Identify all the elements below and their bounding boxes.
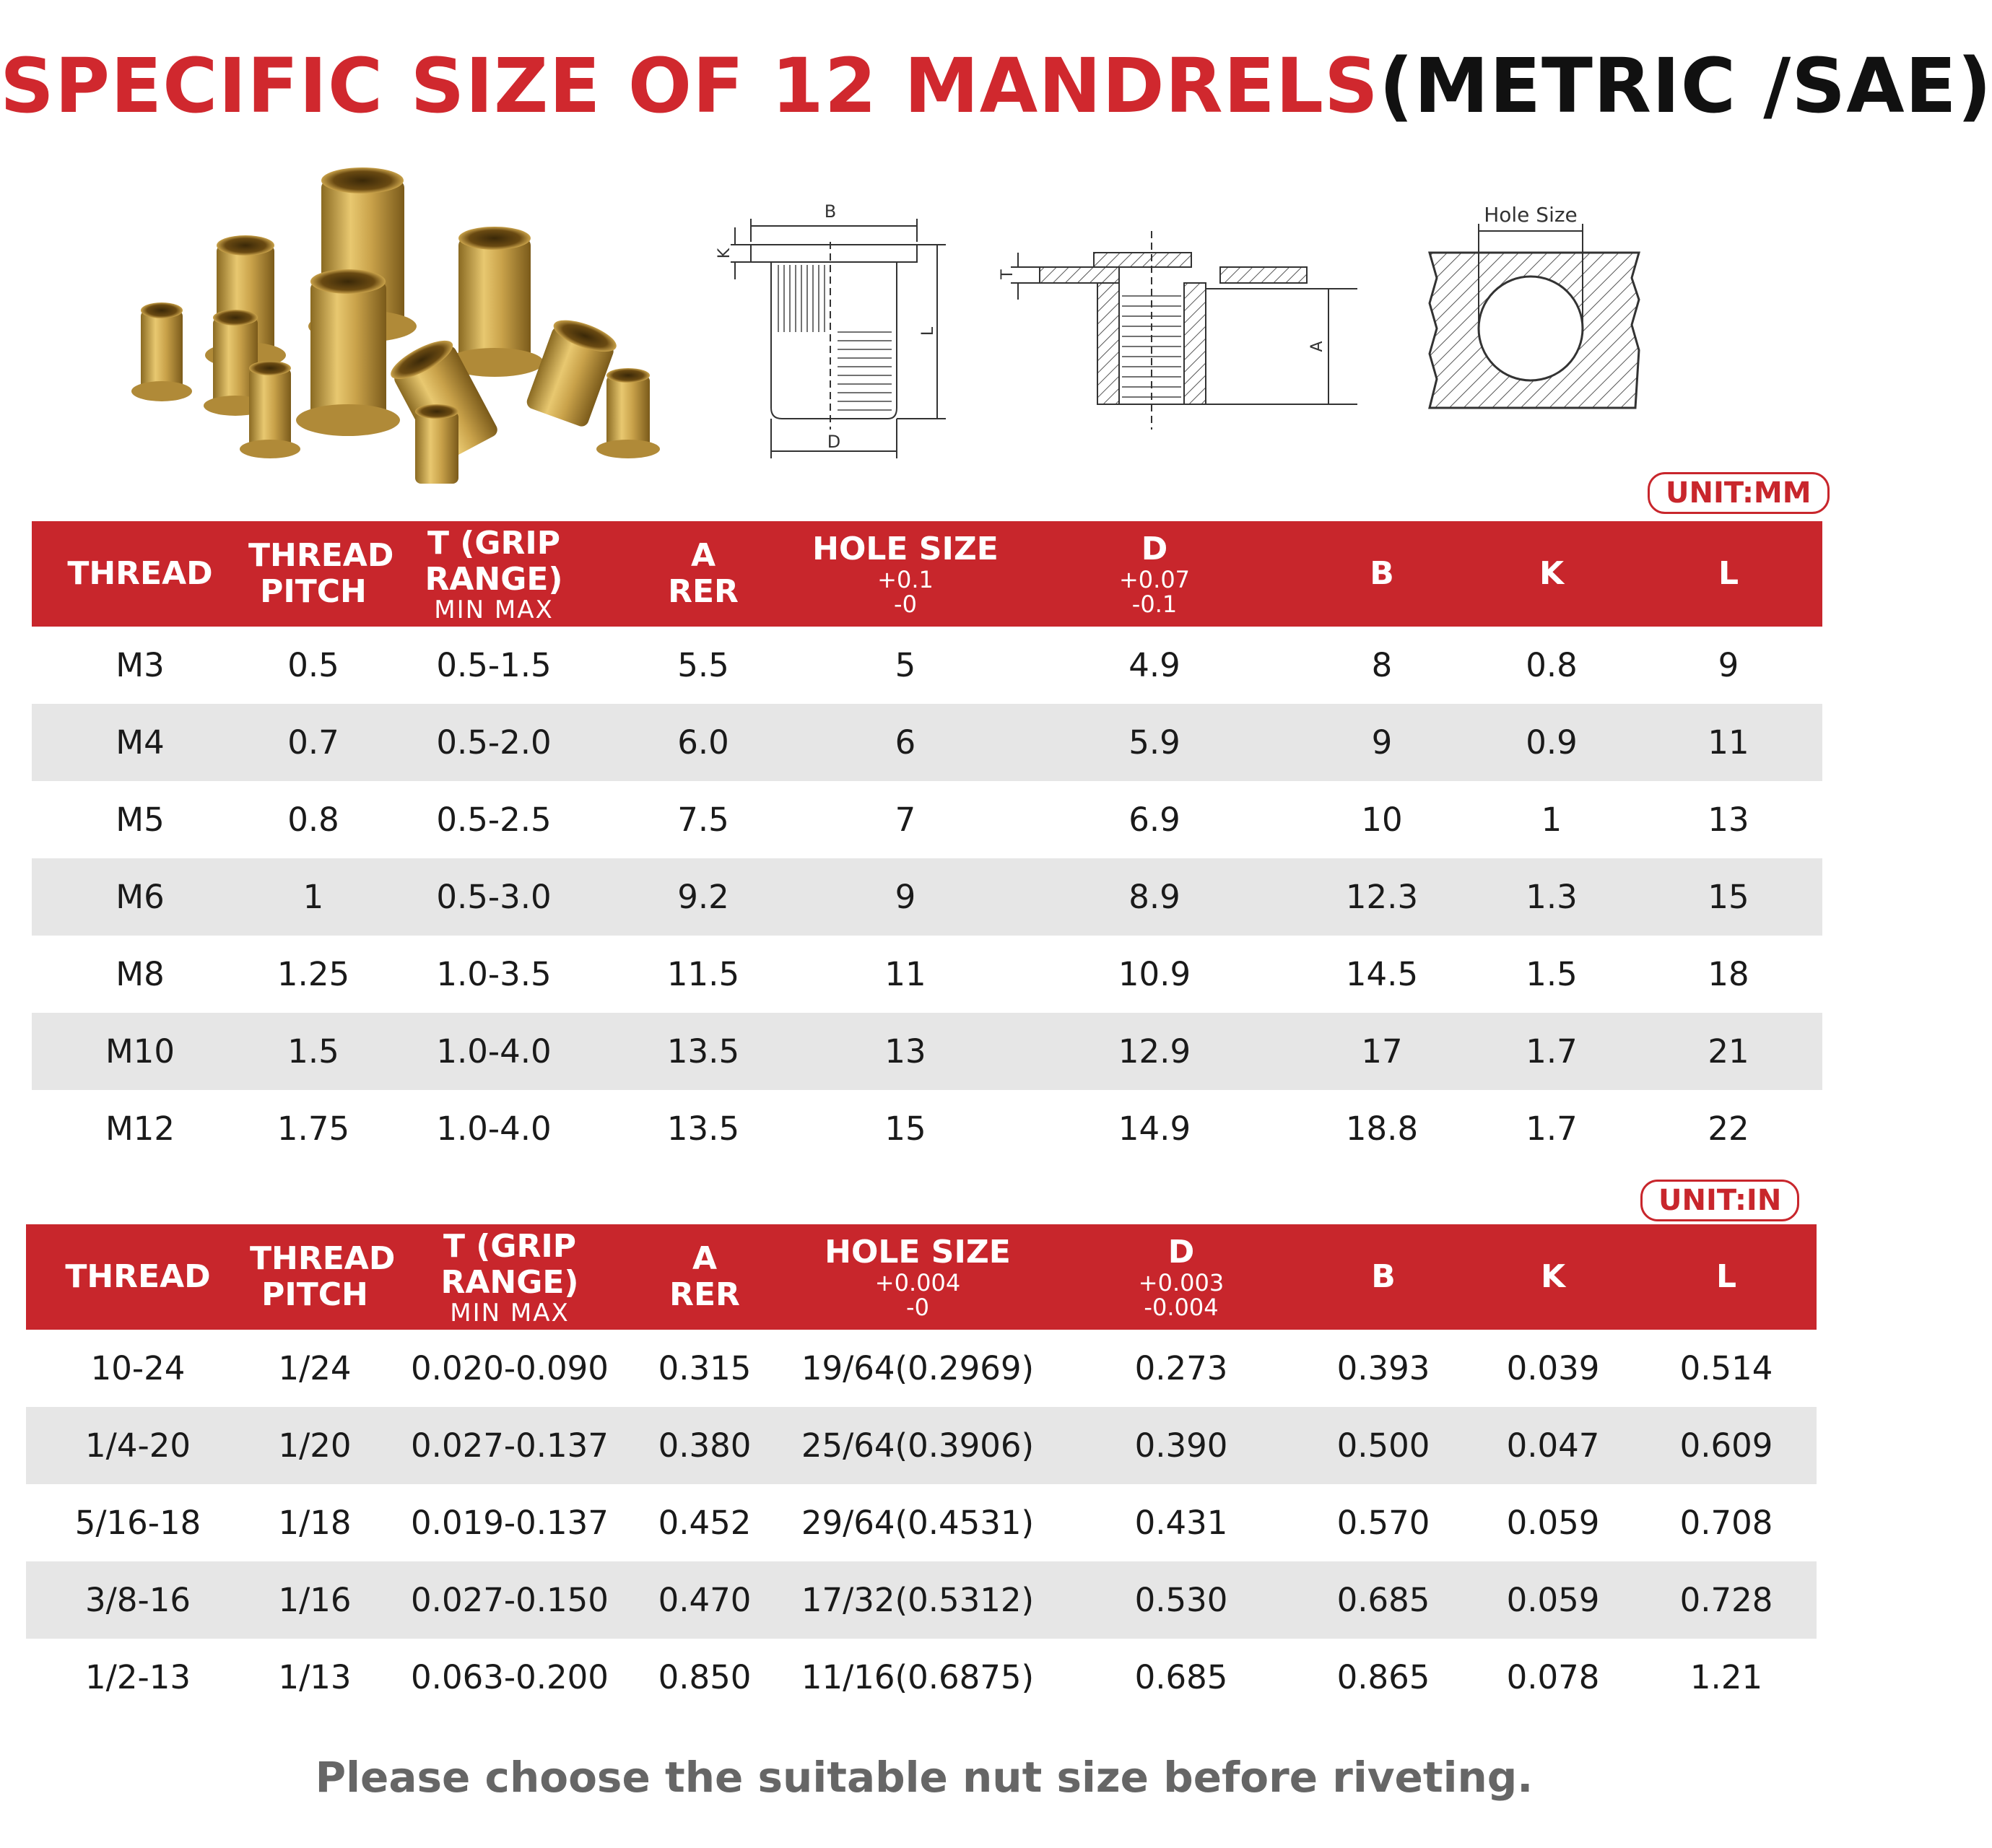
footer-note: Please choose the suitable nut size before riveting. [315,1753,1534,1802]
table-cell: 0.685 [1134,1658,1228,1696]
label-a: A [1308,341,1326,352]
nut-small-5 [415,404,458,484]
sae-table [26,1224,1817,1716]
table-cell: 0.7 [287,723,339,762]
col-k: K [1539,555,1565,592]
col-thread: THREAD [65,1258,211,1295]
title-main: SPECIFIC SIZE OF 12 MANDRELS [0,42,1379,130]
table-cell: 9 [895,878,916,916]
table-row [32,1013,1822,1090]
table-cell: 6 [895,723,916,762]
table-cell: 0.530 [1134,1581,1228,1619]
metric-table [32,521,1822,1167]
table-row [26,1484,1817,1561]
table-cell: 1.5 [287,1032,339,1071]
col-grip-range: T (GRIP RANGE) MIN MAX [440,1228,579,1328]
table-cell: 17 [1361,1032,1403,1071]
table-row [32,627,1822,704]
table-cell: 10-24 [90,1349,186,1387]
table-cell: 0.8 [1526,646,1578,684]
sae-unit-badge: UNIT:IN [1640,1180,1799,1221]
table-cell: 1 [303,878,324,916]
table-cell: 13.5 [666,1032,740,1071]
table-row [32,936,1822,1013]
label-k: K [716,248,734,259]
table-cell: 7.5 [677,801,729,839]
nut-tilted-2 [524,314,620,429]
table-row [26,1639,1817,1716]
table-cell: 0.039 [1506,1349,1600,1387]
table-cell: 1.75 [277,1110,350,1148]
title-suffix: (METRIC /SAE) [1378,42,1992,130]
table-cell: 10 [1361,801,1403,839]
table-cell: 13 [1708,801,1749,839]
rivet-nuts-photo [126,166,704,484]
table-cell: M8 [116,955,165,993]
col-k: K [1540,1258,1566,1295]
table-cell: 15 [1708,878,1749,916]
table-cell: 0.273 [1134,1349,1228,1387]
metric-unit-badge: UNIT:MM [1648,472,1830,514]
col-l: L [1718,555,1739,592]
table-cell: 0.393 [1336,1349,1430,1387]
table-cell: M4 [116,723,165,762]
table-cell: 14.9 [1118,1110,1191,1148]
col-l: L [1715,1258,1737,1295]
table-cell: 0.500 [1336,1426,1430,1465]
table-cell: 11.5 [666,955,740,993]
table-row [26,1407,1817,1484]
table-cell: 8 [1371,646,1393,684]
table-cell: 1/4-20 [85,1426,191,1465]
table-cell: 0.5 [287,646,339,684]
table-cell: 11/16(0.6875) [801,1658,1035,1696]
label-d: D [827,432,841,452]
sae-header-row [26,1224,1817,1330]
table-cell: M6 [116,878,165,916]
page-title [0,42,1992,130]
table-cell: 0.063-0.200 [411,1658,609,1696]
table-cell: 25/64(0.3906) [801,1426,1035,1465]
col-b: B [1370,555,1394,592]
table-cell: 5.5 [677,646,729,684]
table-cell: 0.027-0.150 [411,1581,609,1619]
label-t: T [999,269,1017,279]
hole-size-diagram [1415,199,1646,415]
label-b: B [824,201,837,222]
table-cell: 1/20 [278,1426,352,1465]
table-cell: 0.5-2.0 [436,723,552,762]
table-cell: 0.570 [1336,1504,1430,1542]
table-cell: 1.21 [1689,1658,1763,1696]
table-cell: 3/8-16 [85,1581,191,1619]
table-cell: M10 [105,1032,175,1071]
installed-nut-diagram [982,231,1372,433]
table-cell: 0.059 [1506,1504,1600,1542]
table-cell: 8.9 [1128,878,1180,916]
col-thread-pitch: THREAD PITCH [248,537,394,610]
table-row [32,781,1822,858]
col-hole-size: HOLE SIZE +0.1 -0 [812,531,999,618]
table-cell: 1.25 [277,955,350,993]
col-d: D +0.07 -0.1 [1118,531,1191,618]
nut-profile-diagram [715,199,953,466]
table-cell: 0.470 [658,1581,752,1619]
col-b: B [1371,1258,1396,1295]
table-cell: 22 [1708,1110,1749,1148]
col-thread-pitch: THREAD PITCH [250,1240,396,1313]
table-cell: 13.5 [666,1110,740,1148]
table-cell: 0.609 [1679,1426,1773,1465]
table-row [32,704,1822,781]
table-cell: 1 [1541,801,1562,839]
table-cell: 0.728 [1679,1581,1773,1619]
table-cell: 12.3 [1345,878,1419,916]
metric-header-row [32,521,1822,627]
table-cell: M12 [105,1110,175,1148]
nut-large-2 [296,269,400,436]
table-cell: 11 [1708,723,1749,762]
table-cell: 0.708 [1679,1504,1773,1542]
table-row [26,1330,1817,1407]
table-cell: 0.452 [658,1504,752,1542]
table-cell: 6.0 [677,723,729,762]
table-cell: 0.390 [1134,1426,1228,1465]
table-row [26,1561,1817,1639]
table-cell: 1/16 [278,1581,352,1619]
label-hole-size: Hole Size [1484,203,1578,227]
table-cell: 29/64(0.4531) [801,1504,1035,1542]
table-cell: 1.7 [1526,1032,1578,1071]
table-cell: 5 [895,646,916,684]
nut-small-4 [596,368,660,458]
table-cell: 0.059 [1506,1581,1600,1619]
table-cell: 7 [895,801,916,839]
col-a: A RER [668,537,739,610]
table-cell: 5/16-18 [74,1504,201,1542]
table-cell: 1.7 [1526,1110,1578,1148]
table-cell: 18.8 [1345,1110,1419,1148]
table-cell: 5.9 [1128,723,1180,762]
col-thread: THREAD [67,555,213,592]
table-cell: 6.9 [1128,801,1180,839]
table-cell: 0.9 [1526,723,1578,762]
table-cell: 1/13 [278,1658,352,1696]
table-cell: 19/64(0.2969) [801,1349,1035,1387]
table-cell: 0.514 [1679,1349,1773,1387]
table-cell: 0.8 [287,801,339,839]
table-cell: 1/18 [278,1504,352,1542]
table-cell: 0.315 [658,1349,752,1387]
table-cell: 0.5-3.0 [436,878,552,916]
table-cell: 17/32(0.5312) [801,1581,1035,1619]
table-cell: 0.078 [1506,1658,1600,1696]
table-cell: 0.5-1.5 [436,646,552,684]
table-cell: 0.431 [1134,1504,1228,1542]
table-cell: 0.020-0.090 [411,1349,609,1387]
table-cell: 0.685 [1336,1581,1430,1619]
col-a: A RER [669,1240,740,1313]
col-d: D +0.003 -0.004 [1138,1234,1225,1321]
table-row [32,858,1822,936]
nut-small-1 [131,302,192,401]
table-cell: 9.2 [677,878,729,916]
table-cell: 21 [1708,1032,1749,1071]
table-cell: 0.019-0.137 [411,1504,609,1542]
table-cell: 4.9 [1128,646,1180,684]
table-cell: 1.0-4.0 [436,1110,552,1148]
table-cell: 12.9 [1118,1032,1191,1071]
nut-large-3 [445,227,544,377]
table-cell: 10.9 [1118,955,1191,993]
table-cell: 1/2-13 [85,1658,191,1696]
table-cell: 0.047 [1506,1426,1600,1465]
col-hole-size: HOLE SIZE +0.004 -0 [825,1234,1011,1321]
table-cell: 9 [1718,646,1739,684]
table-cell: 15 [884,1110,926,1148]
table-cell: M5 [116,801,165,839]
table-cell: 0.850 [658,1658,752,1696]
table-cell: 0.5-2.5 [436,801,552,839]
table-cell: 1/24 [278,1349,352,1387]
col-grip-range: T (GRIP RANGE) MIN MAX [425,525,563,624]
label-l: L [919,326,937,336]
table-cell: 11 [884,955,926,993]
table-cell: 1.0-3.5 [436,955,552,993]
table-row [32,1090,1822,1167]
table-cell: 0.027-0.137 [411,1426,609,1465]
table-cell: 14.5 [1345,955,1419,993]
table-cell: 1.0-4.0 [436,1032,552,1071]
table-cell: 1.5 [1526,955,1578,993]
table-cell: 13 [884,1032,926,1071]
table-cell: M3 [116,646,165,684]
table-cell: 0.380 [658,1426,752,1465]
table-cell: 18 [1708,955,1749,993]
table-cell: 1.3 [1526,878,1578,916]
table-cell: 0.865 [1336,1658,1430,1696]
table-cell: 9 [1371,723,1393,762]
